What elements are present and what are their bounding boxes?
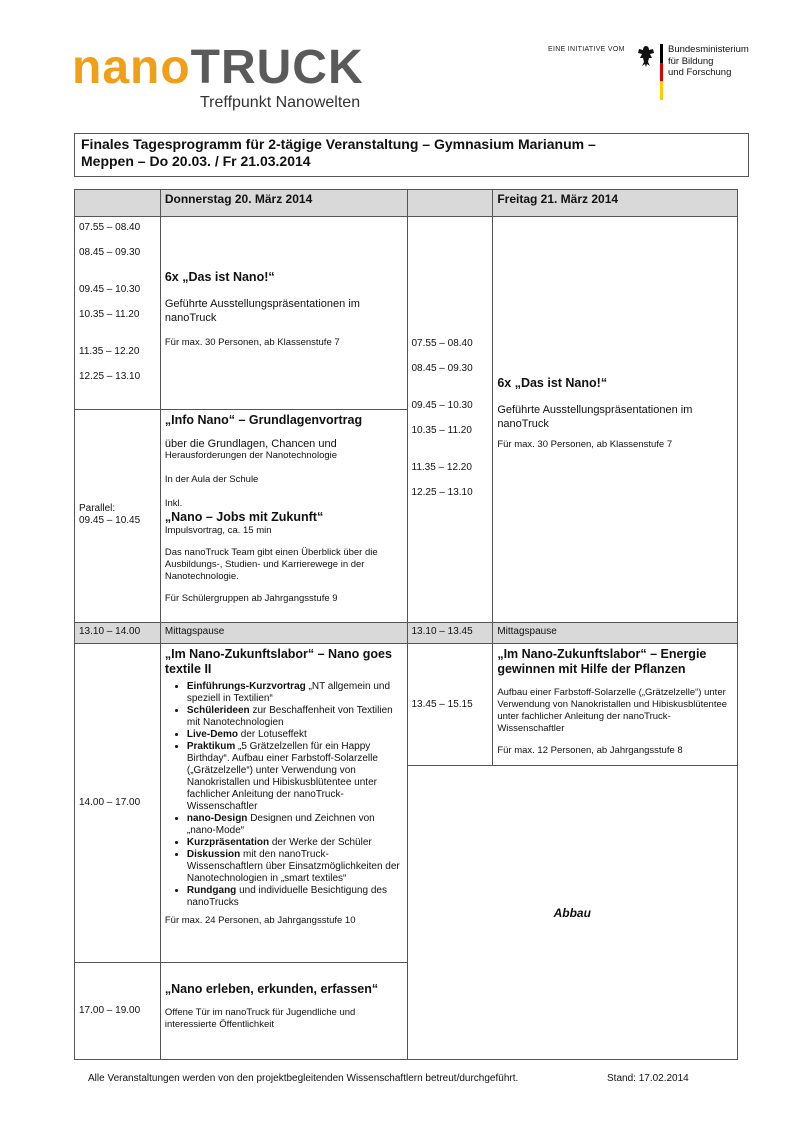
list-item: • nano-Design Designen und Zeichnen von „nano-Mode“ bbox=[187, 813, 403, 837]
table-row bbox=[75, 217, 738, 410]
event-title: „Nano erleben, erkunden, erfassen“ bbox=[164, 982, 379, 996]
lunch-time-fri: 13.10 – 13.45 bbox=[407, 623, 493, 644]
time-slot: 11.35 – 12.20 bbox=[79, 346, 140, 357]
header-empty-fri bbox=[407, 190, 493, 217]
eagle-icon bbox=[636, 44, 656, 68]
time-slot: 09.45 – 10.30 bbox=[79, 284, 141, 295]
time-slot: 12.25 – 13.10 bbox=[79, 371, 141, 382]
event-title: „Im Nano-Zukunftslabor“ – Energie gewinnen mit Hilfe der Pflanzen bbox=[497, 647, 707, 676]
program-table bbox=[74, 189, 738, 1060]
time-slot: 07.55 – 08.40 bbox=[411, 338, 473, 349]
time-slot: 07.55 – 08.40 bbox=[79, 222, 141, 233]
table-row bbox=[75, 644, 738, 766]
event-title: „Im Nano-Zukunftslabor“ – Nano goes textile II bbox=[164, 647, 392, 676]
header-empty-thu bbox=[75, 190, 161, 217]
event-subtitle: „Nano – Jobs mit Zukunft“ bbox=[164, 510, 324, 524]
event-desc: Geführte Ausstellungspräsentationen im nanoTruck bbox=[164, 298, 360, 324]
time-slot: 09.45 – 10.30 bbox=[411, 400, 473, 411]
event-note: Für max. 12 Personen, ab Jahrgangsstufe 8 bbox=[497, 745, 683, 756]
event-location: In der Aula der Schule bbox=[164, 474, 259, 485]
thu-evening-time: 17.00 – 19.00 bbox=[75, 963, 161, 1060]
logo-nano: nano bbox=[72, 41, 191, 94]
nanotruck-logo bbox=[72, 40, 402, 120]
time-slot: 09.45 – 10.45 bbox=[79, 515, 141, 526]
list-item: • Kurzpräsentation der Werke der Schüler bbox=[187, 837, 403, 849]
german-flag bbox=[660, 44, 663, 100]
thu-evening-event bbox=[160, 963, 407, 1060]
footer-date: Stand: 17.02.2014 bbox=[607, 1073, 689, 1084]
logo-truck: TRUCK bbox=[190, 41, 364, 94]
lunch-time-thu: 13.10 – 14.00 bbox=[75, 623, 161, 644]
list-item: • Diskussion mit den nanoTruck-Wissenschaftlern über Einsatzmöglichkeiten der Nanotechnologien in „smart textiles“ bbox=[187, 849, 403, 885]
event-desc: Aufbau einer Farbstoff-Solarzelle („Grätzelzelle“) unter Verwendung von Nanokristallen und Hibiskusblütentee unter fachlicher Anleitung der nanoTruck-Wissenschaftler bbox=[497, 687, 728, 734]
fri-morning-times bbox=[407, 217, 493, 623]
event-desc: Herausforderungen der Nanotechnologie bbox=[164, 450, 338, 461]
page-title bbox=[74, 133, 749, 177]
initiative-label: EINE INITIATIVE VOM bbox=[548, 46, 625, 53]
ministry-line1: Bundesministerium bbox=[668, 44, 749, 55]
thu-morning-event bbox=[160, 217, 407, 410]
lunch-row bbox=[75, 623, 738, 644]
fri-afternoon-event bbox=[493, 644, 738, 766]
table-header bbox=[75, 190, 738, 217]
fri-morning-event bbox=[493, 217, 738, 623]
thu-parallel-time bbox=[75, 410, 161, 623]
ministry-line2: für Bildung bbox=[668, 55, 714, 67]
incl-label: Inkl. bbox=[164, 498, 183, 509]
event-note: Für max. 30 Personen, ab Klassenstufe 7 bbox=[164, 337, 340, 348]
event-desc: über die Grundlagen, Chancen und bbox=[164, 438, 337, 450]
event-desc: Impulsvortrag, ca. 15 min bbox=[164, 525, 272, 536]
abbau-label: Abbau bbox=[407, 766, 738, 1060]
parallel-label: Parallel: bbox=[79, 503, 116, 514]
event-title: „Info Nano“ – Grundlagenvortrag bbox=[164, 413, 363, 427]
ministry-name bbox=[668, 44, 749, 79]
event-note: Für Schülergruppen ab Jahrgangsstufe 9 bbox=[164, 593, 338, 604]
event-note: Für max. 30 Personen, ab Klassenstufe 7 bbox=[497, 439, 673, 450]
time-slot: 08.45 – 09.30 bbox=[79, 247, 141, 258]
footer-note: Alle Veranstaltungen werden von den projektbegleitenden Wissenschaftlern betreut/durchgeführt. bbox=[88, 1073, 519, 1084]
event-title: 6x „Das ist Nano!“ bbox=[164, 270, 275, 284]
time-slot: 11.35 – 12.20 bbox=[411, 462, 472, 473]
lunch-label-thu: Mittagspause bbox=[160, 623, 407, 644]
activity-list bbox=[165, 681, 403, 909]
thu-morning-times bbox=[75, 217, 161, 410]
event-title: 6x „Das ist Nano!“ bbox=[497, 376, 608, 390]
thu-afternoon-event bbox=[160, 644, 407, 963]
ministry-line3: und Forschung bbox=[668, 67, 732, 78]
event-desc: Das nanoTruck Team gibt einen Überblick über die Ausbildungs-, Studien- und Karrierewege in der Nanotechnologie. bbox=[164, 547, 378, 582]
title-line1: Finales Tagesprogramm für 2-tägige Veranstaltung – Gymnasium Marianum – bbox=[81, 136, 596, 152]
header-friday: Freitag 21. März 2014 bbox=[493, 190, 738, 217]
ministry-logo bbox=[548, 44, 758, 114]
time-slot: 10.35 – 11.20 bbox=[79, 309, 140, 320]
header-thursday: Donnerstag 20. März 2014 bbox=[160, 190, 407, 217]
thu-parallel-event bbox=[160, 410, 407, 623]
logo-wordmark bbox=[72, 40, 364, 96]
list-item: • Live-Demo der Lotuseffekt bbox=[187, 729, 403, 741]
fri-afternoon-time: 13.45 – 15.15 bbox=[407, 644, 493, 766]
lunch-label-fri: Mittagspause bbox=[493, 623, 738, 644]
time-slot: 08.45 – 09.30 bbox=[411, 363, 473, 374]
event-note: Für max. 24 Personen, ab Jahrgangsstufe 10 bbox=[164, 915, 356, 926]
event-desc: Offene Tür im nanoTruck für Jugendliche und interessierte Öffentlichkeit bbox=[164, 1007, 356, 1030]
event-desc: Geführte Ausstellungspräsentationen im nanoTruck bbox=[497, 404, 693, 430]
time-slot: 12.25 – 13.10 bbox=[411, 487, 473, 498]
title-line2: Meppen – Do 20.03. / Fr 21.03.2014 bbox=[81, 153, 311, 169]
logo-subtitle: Treffpunkt Nanowelten bbox=[200, 94, 361, 111]
list-item: • Schülerideen zur Beschaffenheit von Textilien mit Nanotechnologien bbox=[187, 705, 403, 729]
list-item: • Einführungs-Kurzvortrag „NT allgemein und speziell in Textilien“ bbox=[187, 681, 403, 705]
list-item: • Rundgang und individuelle Besichtigung des nanoTrucks bbox=[187, 885, 403, 909]
list-item: • Praktikum „5 Grätzelzellen für ein Happy Birthday“. Aufbau einer Farbstoff-Solarzelle („Grätzelzelle“) unter Verwendung von Nanokristallen und Hibiskusblütentee unter fachlicher Anleitung der nanoTruck-Wissenschaftler bbox=[187, 741, 403, 813]
thu-afternoon-time: 14.00 – 17.00 bbox=[75, 644, 161, 963]
time-slot: 10.35 – 11.20 bbox=[411, 425, 472, 436]
